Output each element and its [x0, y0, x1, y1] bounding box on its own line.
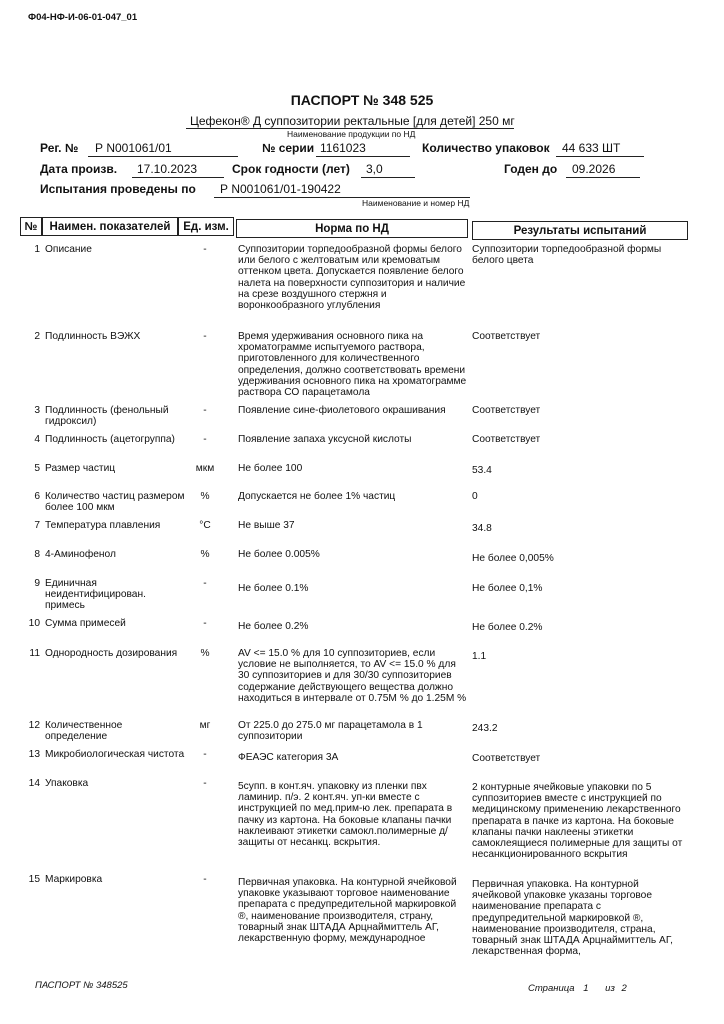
tested-by-label: Испытания проведены по [40, 182, 196, 196]
row-unit: - [203, 578, 207, 589]
row-result: 53.4 [472, 465, 492, 476]
row-norm: ФЕАЭС категория 3А [238, 752, 339, 763]
row-unit: - [203, 749, 207, 760]
prod-date-underline [132, 177, 224, 178]
packages-underline [556, 156, 644, 157]
row-unit: - [203, 244, 207, 255]
row-unit: - [203, 618, 207, 629]
row-name: Единичная неидентифицирован. примесь [45, 578, 146, 612]
row-norm: Не более 0.005% [238, 549, 320, 560]
row-norm: Суппозитории торпедообразной формы белого или белого с желтоватым или кремоватым оттенком цвета. Допускается появление белого налета на поверхности суппозитория и наличие на срезе воздушного стержня и воронкообразного углубления [238, 244, 466, 312]
row-result: 2 контурные ячейковые упаковки по 5 суппозиториев вместе с инструкцией по медицинскому применению лекарственного препарата в пачке из картона. На боковые клапаны пачки наклеены этикетки самоклеящиеся полимерные для защиты от несанкционированного вскрытия [472, 782, 683, 861]
row-norm: AV <= 15.0 % для 10 суппозиториев, если условие не выполняется, то AV <= 15.0 % для 30 суппозиториев и для 30/30 суппозиториев содержание действующего вещества должно находиться в интервале от 0.75M % до 1.25M % [238, 648, 467, 704]
header-num: № [20, 217, 42, 236]
row-norm: 5супп. в конт.яч. упаковку из пленки пвх ламинир. п/э. 2 конт.яч. уп-ки вместе с инструкцией по мед.прим-ю лек. препарата в пачку из картона. На боковые клапаны пачки наклеивают этикетки самокл.полимерные д/защиты от несанкц. вскрытия. [238, 781, 453, 849]
row-result: Соответствует [472, 753, 541, 764]
row-name: Сумма примесей [45, 618, 126, 629]
valid-until-label: Годен до [504, 162, 558, 176]
packages-label: Количество упаковок [422, 141, 550, 155]
header-name: Наимен. показателей [42, 217, 178, 236]
product-caption: Наименование продукции по НД [287, 129, 416, 139]
row-unit: % [200, 648, 210, 659]
row-result: Не более 0,005% [472, 553, 554, 564]
footer-page-label: Страница [528, 983, 575, 994]
prod-date-label: Дата произв. [40, 162, 118, 176]
row-result: Не более 0.2% [472, 622, 543, 633]
row-result: Соответствует [472, 405, 541, 416]
row-norm: Появление запаха уксусной кислоты [238, 434, 412, 445]
row-num: 9 [34, 578, 40, 589]
row-name: Подлинность (фенольный гидроксил) [45, 405, 169, 428]
row-result: Первичная упаковка. На контурной ячейковой упаковке указаны торговое наименование препарата с предупредительной маркировкой ®, наименование производителя, страна, товарный знак ШТАДА Арцнаймиттель АГ, лекарственная форма, [472, 879, 673, 958]
row-num: 15 [28, 874, 40, 885]
row-norm: Появление сине-фиолетового окрашивания [238, 405, 446, 416]
prod-date-value: 17.10.2023 [137, 162, 198, 176]
row-result: Не более 0,1% [472, 583, 543, 594]
page-title: ПАСПОРТ № 348 525 [290, 92, 434, 108]
packages-value: 44 633 ШТ [562, 141, 621, 155]
row-num: 14 [28, 778, 40, 789]
row-num: 7 [34, 520, 40, 531]
row-num: 10 [28, 618, 40, 629]
row-num: 13 [28, 749, 40, 760]
row-name: Маркировка [45, 874, 103, 885]
row-num: 2 [34, 331, 40, 342]
header-norm: Норма по НД [236, 219, 468, 238]
row-unit: - [203, 434, 207, 445]
row-name: Однородность дозирования [45, 648, 178, 659]
tested-by-value: Р N001061/01-190422 [220, 182, 341, 196]
row-unit: % [200, 549, 210, 560]
row-unit: % [200, 491, 210, 502]
row-num: 4 [34, 434, 40, 445]
row-num: 3 [34, 405, 40, 416]
row-num: 1 [34, 244, 40, 255]
row-num: 6 [34, 491, 40, 502]
row-norm: Допускается не более 1% частиц [238, 491, 396, 502]
row-norm: От 225.0 до 275.0 мг парацетамола в 1 суппозитории [238, 720, 423, 743]
row-name: Количественное определение [45, 720, 123, 743]
shelf-life-underline [361, 177, 415, 178]
footer-page-number: 1 [583, 983, 589, 994]
row-num: 11 [29, 648, 40, 659]
valid-until-underline [566, 177, 640, 178]
row-norm: Не выше 37 [238, 520, 295, 531]
row-unit: °C [199, 520, 211, 531]
row-result: 34.8 [472, 523, 492, 534]
row-unit: - [203, 331, 207, 342]
series-underline [316, 156, 410, 157]
row-name: Описание [45, 244, 92, 255]
row-num: 5 [34, 463, 40, 474]
row-num: 12 [28, 720, 40, 731]
row-name: 4-Аминофенол [45, 549, 116, 560]
reg-underline [88, 156, 238, 157]
shelf-life-value: 3,0 [366, 162, 383, 176]
header-unit: Ед. изм. [178, 217, 234, 236]
row-norm: Время удерживания основного пика на хроматограмме испытуемого раствора, приготовленного для количественного определения, должно соответствовать времени удерживания основного пика на хроматограмме раствора СО парацетамола [238, 331, 467, 399]
row-num: 8 [34, 549, 40, 560]
product-name: Цефекон® Д суппозитории ректальные [для детей] 250 мг [190, 114, 515, 128]
row-name: Подлинность (ацетогруппа) [45, 434, 175, 445]
reg-value: Р N001061/01 [95, 141, 172, 155]
row-norm: Не более 0.1% [238, 583, 309, 594]
row-name: Микробиологическая чистота [45, 749, 185, 760]
row-norm: Не более 100 [238, 463, 303, 474]
row-name: Упаковка [45, 778, 89, 789]
row-result: Суппозитории торпедообразной формы белого цвета [472, 244, 662, 267]
row-unit: - [203, 874, 207, 885]
tested-by-caption: Наименование и номер НД [362, 198, 470, 208]
shelf-life-label: Срок годности (лет) [232, 162, 350, 176]
footer-total-pages: 2 [621, 983, 627, 994]
series-value: 1161023 [320, 141, 366, 155]
reg-label: Рег. № [40, 141, 79, 155]
row-result: 243.2 [472, 723, 498, 734]
footer-page-indicator [528, 983, 627, 994]
footer-of-label: из [605, 983, 615, 994]
row-name: Количество частиц размером более 100 мкм [45, 491, 185, 514]
row-norm: Не более 0.2% [238, 621, 309, 632]
row-unit: - [203, 778, 207, 789]
row-name: Подлинность ВЭЖХ [45, 331, 141, 342]
row-unit: мкм [195, 463, 215, 474]
row-unit: - [203, 405, 207, 416]
row-result: 0 [472, 491, 478, 502]
row-name: Размер частиц [45, 463, 116, 474]
document-code: Ф04-НФ-И-06-01-047_01 [28, 12, 138, 23]
row-norm: Первичная упаковка. На контурной ячейковой упаковке указывают торговое наименование препарата с предупредительной маркировкой ®, наименование производителя, страну, товарный знак ШТАДА Арцнаймиттель АГ, лекарственную форму, международное [238, 877, 457, 945]
row-result: Соответствует [472, 331, 541, 342]
row-unit: мг [199, 720, 211, 731]
valid-until-value: 09.2026 [572, 162, 616, 176]
row-result: 1.1 [472, 651, 487, 662]
footer-passport: ПАСПОРТ № 348525 [35, 980, 128, 991]
header-result: Результаты испытаний [472, 221, 688, 240]
row-name: Температура плавления [45, 520, 161, 531]
series-label: № серии [262, 141, 315, 155]
row-result: Соответствует [472, 434, 541, 445]
